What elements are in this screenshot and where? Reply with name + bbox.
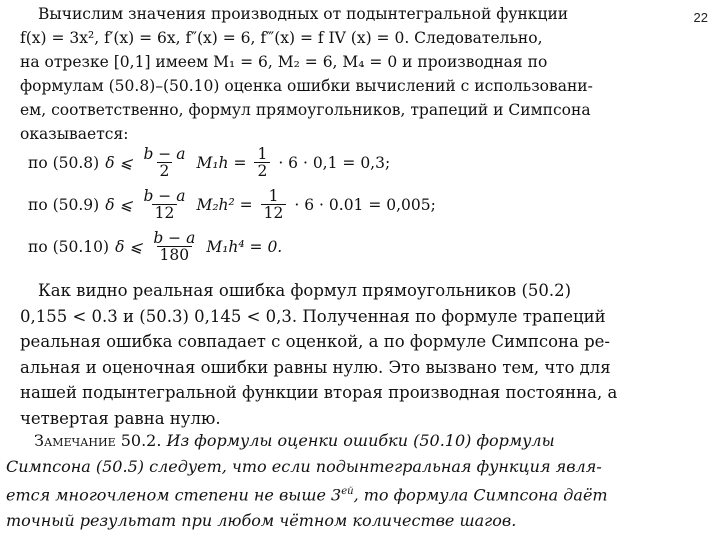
intro-line: оказывается: [20,125,129,143]
formula-row-50-10 [28,230,282,264]
formula-delta: δ ⩽ [115,237,143,256]
fraction-denominator: 2 [254,162,270,179]
remark-line [6,428,678,454]
remark-text: Из формулы оценки ошибки (50.10) формулы [166,431,555,450]
discussion-line: нашей подынтегральной функции вторая производная постоянна, а [20,383,618,402]
remark-heading: Замечание 50.2. [34,431,162,450]
formula-tail: · 6 · 0.01 = 0,005; [294,195,436,214]
fraction-denominator: 12 [261,204,287,221]
intro-paragraph [20,2,670,146]
formula-prefix: по (50.8) [28,153,100,172]
remark-line [6,479,678,508]
discussion-line: реальная ошибка совпадает с оценкой, а по формуле Симпсона ре- [20,332,610,351]
fraction [150,230,198,264]
formula-delta: δ ⩽ [105,195,133,214]
fraction [140,146,188,180]
remark-text: , то формула Симпсона даёт [353,485,608,505]
fraction-numerator: b − a [143,187,186,205]
intro-line: f(x) = 3x², f′(x) = 6x, f″(x) = 6, f‴(x) = f IV (x) = 0. Следовательно, [20,29,543,47]
formula-delta: δ ⩽ [105,153,133,172]
fraction-denominator: 180 [157,246,193,263]
remark-text: ется многочленом степени не выше 3 [6,485,342,505]
formula-row-50-8 [28,146,390,180]
page-number: 22 [693,10,708,25]
discussion-line: четвертая равна нулю. [20,408,221,428]
formula-middle: M₁h = [196,153,247,172]
formula-tail: · 6 · 0,1 = 0,3; [278,153,391,172]
intro-line: формулам (50.8)–(50.10) оценка ошибки вычислений с использовани- [20,77,593,95]
formula-prefix: по (50.10) [28,237,110,256]
fraction [140,188,188,222]
formula-row-50-9 [28,188,436,222]
fraction [261,188,287,222]
fraction-numerator: 1 [268,187,279,205]
fraction-numerator: b − a [153,229,196,247]
remark-line: точный результат при любом чётном количестве шагов. [6,510,517,530]
fraction-numerator: 1 [257,145,268,163]
fraction-denominator: 2 [157,162,173,179]
discussion-paragraph [20,278,710,431]
discussion-line: 0,155 < 0.3 и (50.3) 0,145 < 0,3. Полученная по формуле трапеций [20,306,606,326]
formula-middle: M₂h² = [196,195,253,214]
intro-line: ем, соответственно, формул прямоугольников, трапеций и Симпсона [20,101,591,119]
fraction-numerator: b − a [143,145,186,163]
intro-line: на отрезке [0,1] имеем M₁ = 6, M₂ = 6, M₄ = 0 и производная по [20,53,548,71]
formula-prefix: по (50.9) [28,195,100,214]
fraction-denominator: 12 [152,204,178,221]
formula-middle: M₁h⁴ = 0. [206,237,283,256]
remark-block [6,428,678,533]
remark-superscript: ей [341,486,354,497]
discussion-line: Как видно реальная ошибка формул прямоугольников (50.2) [38,281,572,300]
intro-line: Вычислим значения производных от подынтегральной функции [38,5,569,23]
remark-line: Симпсона (50.5) следует, что если подынтегральная функция явля- [6,456,602,476]
discussion-line: альная и оценочная ошибки равны нулю. Это вызвано тем, что для [20,357,611,377]
fraction [254,146,270,180]
